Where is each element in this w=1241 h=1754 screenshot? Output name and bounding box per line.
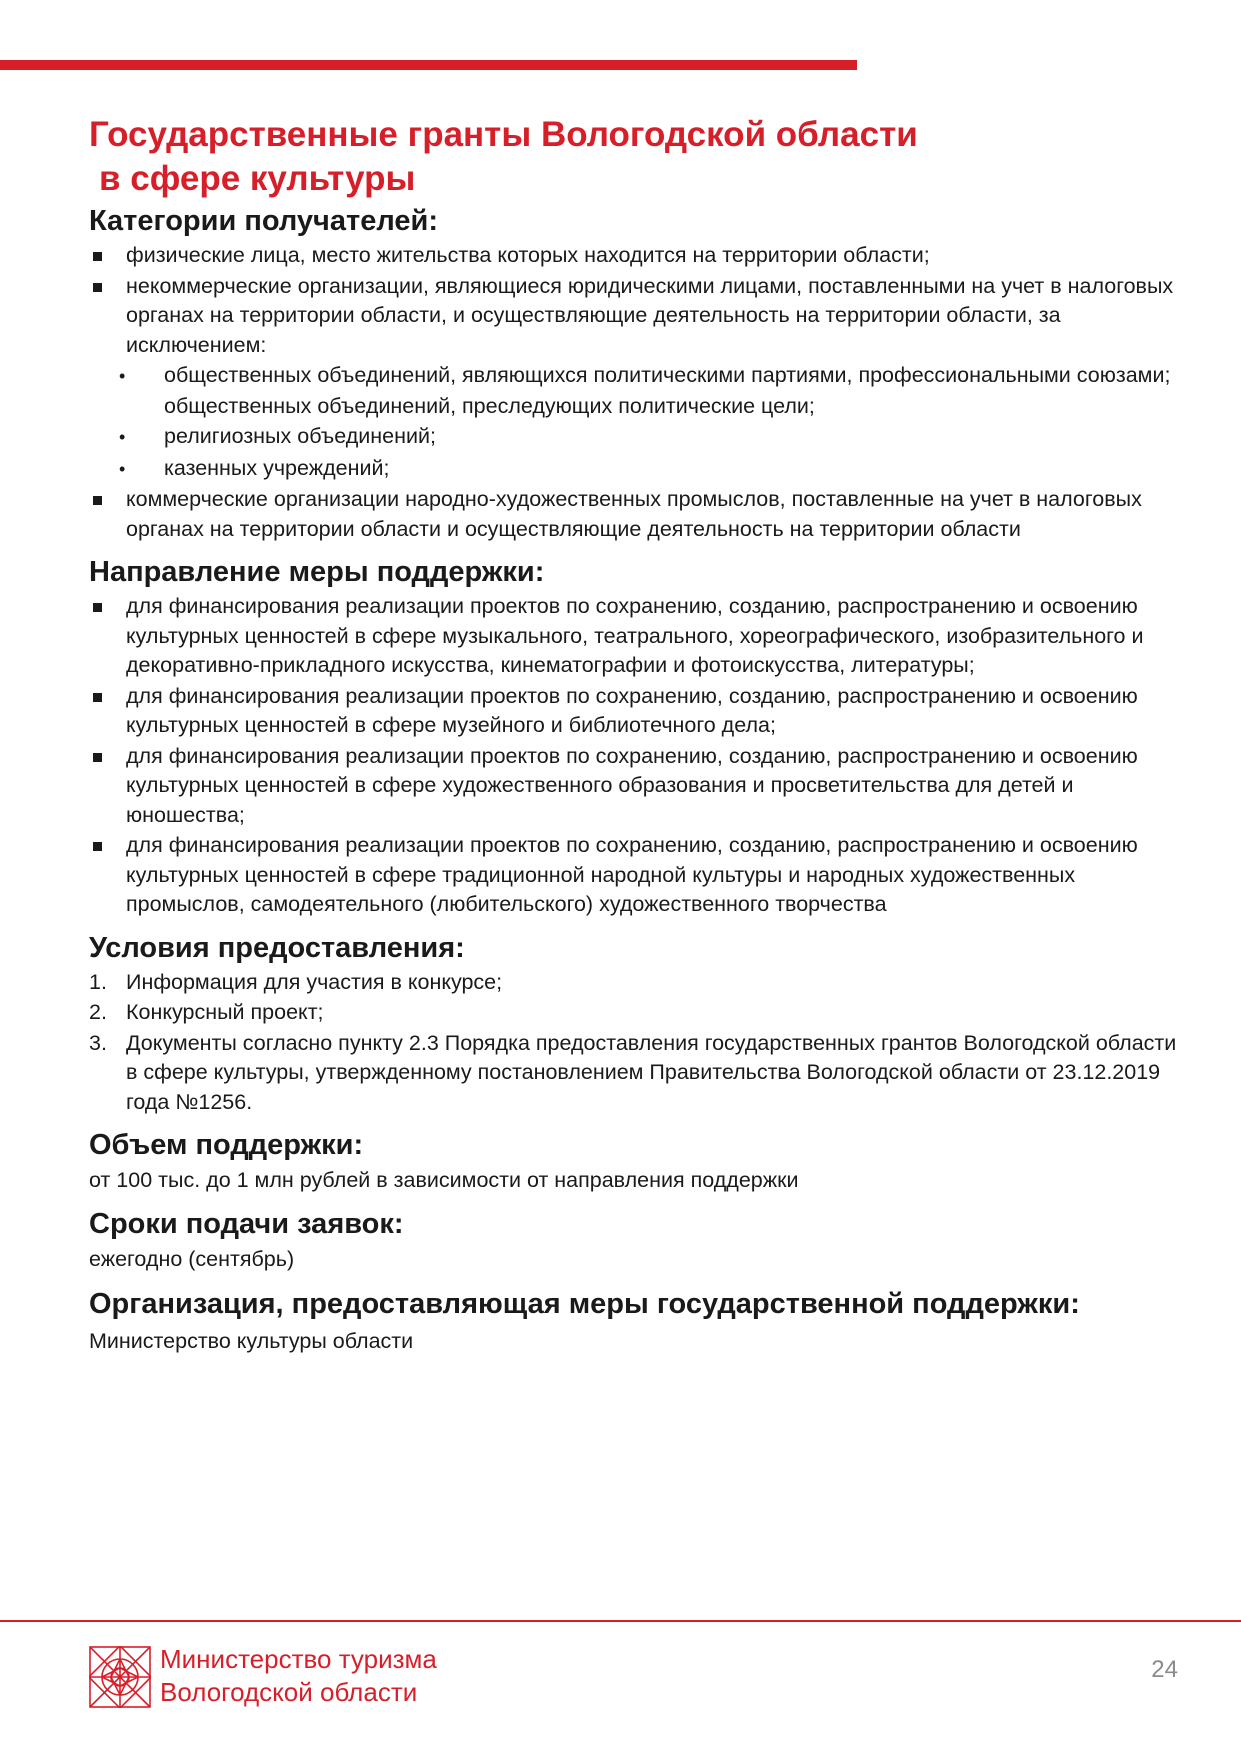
list-item: физические лица, место жительства которых находится на территории области; xyxy=(89,241,1189,271)
footer-org-line2: Вологодской области xyxy=(160,1677,418,1707)
recipients-section xyxy=(89,203,1189,544)
page-title xyxy=(89,113,1189,201)
volume-section xyxy=(89,1127,1189,1196)
deadlines-section xyxy=(89,1206,1189,1275)
bullet-dot-icon xyxy=(119,422,164,453)
exceptions-list xyxy=(89,361,1189,484)
list-item: для финансирования реализации проектов по сохранению, созданию, распространению и освоению культурных ценностей в сфере традиционной народной культуры и народных художественных промыслов, самодеятельного (любительского) художественного творчества xyxy=(89,831,1189,920)
list-item xyxy=(119,454,1189,485)
ministry-logo-icon xyxy=(89,1646,151,1708)
list-item: для финансирования реализации проектов по сохранению, созданию, распространению и освоению культурных ценностей в сфере художественного образования и просветительства для детей и юношества; xyxy=(89,742,1189,831)
item-text: Информация для участия в конкурсе; xyxy=(126,969,503,994)
exception-text: общественных объединений, являющихся политическими партиями, профессиональными союзами; общественных объединений, преследующих политические цели; xyxy=(164,363,1171,418)
list-item: коммерческие организации народно-художественных промыслов, поставленные на учет в налоговых органах на территории области и осуществляющие деятельность на территории области xyxy=(89,485,1189,544)
page-title-line1: Государственные гранты Вологодской области xyxy=(89,115,918,154)
directions-section xyxy=(89,554,1189,920)
list-item xyxy=(119,422,1189,453)
volume-heading: Объем поддержки: xyxy=(89,1129,364,1161)
list-item: для финансирования реализации проектов по сохранению, созданию, распространению и освоению культурных ценностей в сфере музейного и библиотечного дела; xyxy=(89,682,1189,741)
item-number: 1. xyxy=(89,969,107,994)
recipients-list xyxy=(89,241,1189,360)
organization-heading: Организация, предоставляющая меры государственной поддержки: xyxy=(89,1288,1080,1320)
list-item: для финансирования реализации проектов по сохранению, созданию, распространению и освоению культурных ценностей в сфере музыкального, театрального, хореографического, изобразительного и декоративно-прикладного искусства, кинематографии и фотоискусства, литературы; xyxy=(89,592,1189,681)
directions-list xyxy=(89,592,1189,920)
page-title-line2: в сфере культуры xyxy=(99,159,416,198)
list-item xyxy=(89,998,1189,1028)
item-number: 2. xyxy=(89,1000,107,1024)
footer-divider xyxy=(0,1620,1241,1622)
conditions-section xyxy=(89,930,1189,1118)
deadlines-heading: Сроки подачи заявок: xyxy=(89,1207,404,1240)
conditions-heading: Условия предоставления: xyxy=(89,931,465,964)
recipients-list-cont xyxy=(89,485,1189,544)
organization-text: Министерство культуры области xyxy=(89,1329,414,1353)
directions-heading: Направление меры поддержки: xyxy=(89,556,545,588)
bullet-dot-icon xyxy=(119,454,164,485)
item-text: Конкурсный проект; xyxy=(126,1000,324,1024)
item-number: 3. xyxy=(89,1030,107,1055)
bullet-dot-icon xyxy=(119,361,164,392)
page-content xyxy=(89,113,1189,1357)
volume-text: от 100 тыс. до 1 млн рублей в зависимости от направления поддержки xyxy=(89,1168,799,1192)
conditions-list xyxy=(89,968,1189,1118)
list-item xyxy=(89,1029,1189,1118)
recipients-heading: Категории получателей: xyxy=(89,205,438,237)
list-item xyxy=(89,968,1189,998)
list-item xyxy=(119,361,1189,421)
exception-text: казенных учреждений; xyxy=(164,455,390,480)
footer-organization xyxy=(160,1643,437,1709)
footer-org-line1: Министерство туризма xyxy=(160,1644,437,1674)
item-text: Документы согласно пункту 2.3 Порядка предоставления государственных грантов Вологодской области в сфере культуры, утвержденному постановлением Правительства Вологодской области от 23.12.2019 года №1256. xyxy=(126,1030,1177,1114)
organization-section xyxy=(89,1284,1189,1357)
page-number: 24 xyxy=(1151,1656,1178,1683)
list-item: некоммерческие организации, являющиеся юридическими лицами, поставленными на учет в налоговых органах на территории области, и осуществляющие деятельность на территории области, за исключением: xyxy=(89,272,1189,361)
exception-text: религиозных объединений; xyxy=(164,424,436,448)
top-accent-bar xyxy=(0,60,857,70)
deadlines-text: ежегодно (сентябрь) xyxy=(89,1246,295,1271)
